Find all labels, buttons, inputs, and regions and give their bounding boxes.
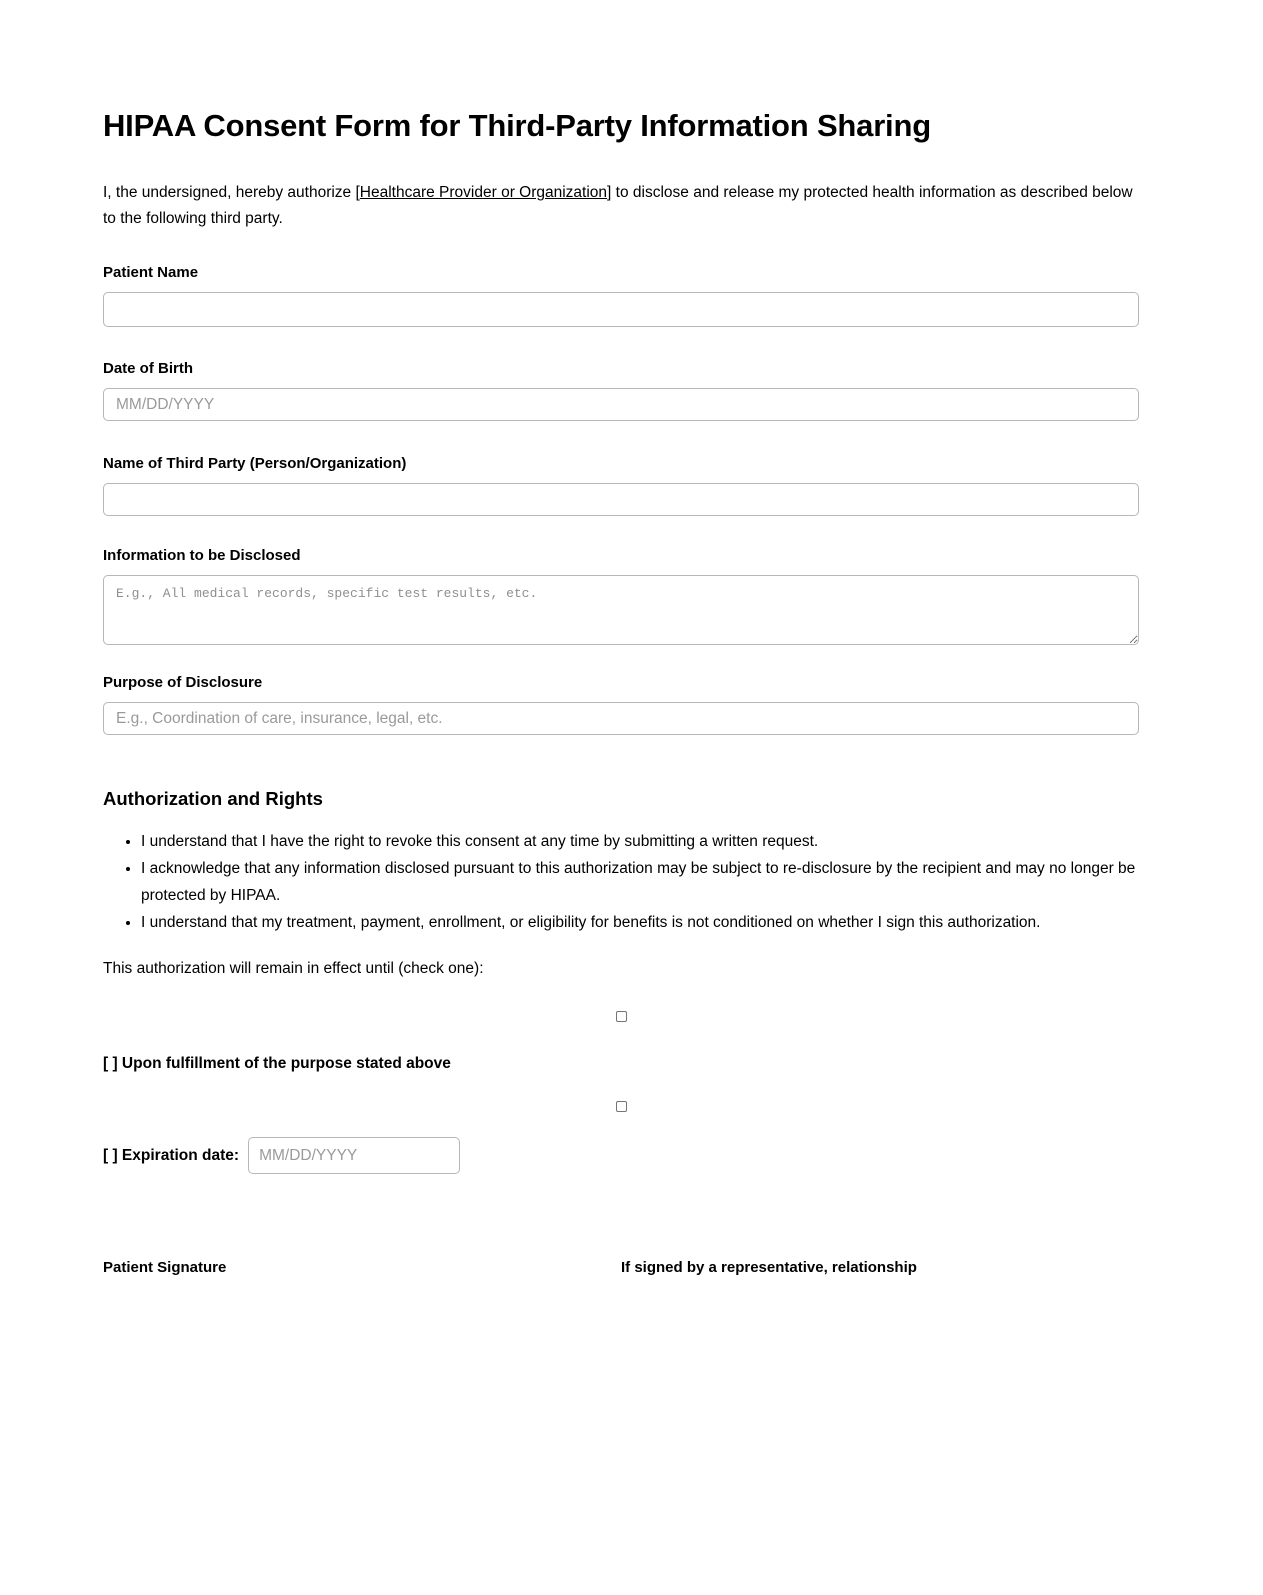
signature-column-representative xyxy=(621,1258,1139,1278)
field-purpose-of-disclosure xyxy=(103,673,1140,735)
form-content xyxy=(103,0,1140,1285)
field-date-of-birth xyxy=(103,359,1140,421)
option-label-expiration-date: [ ] Expiration date: xyxy=(103,1146,240,1164)
list-item: • I understand that I have the right to revoke this consent at any time by submitting a written request. xyxy=(141,828,1140,855)
authorization-rights-list xyxy=(103,828,1140,936)
third-party-name-input[interactable] xyxy=(103,483,1139,516)
information-disclosed-textarea[interactable] xyxy=(103,575,1139,645)
purpose-of-disclosure-input[interactable] xyxy=(103,702,1139,735)
third-party-name-label: Name of Third Party (Person/Organization) xyxy=(103,455,407,473)
patient-name-input[interactable] xyxy=(103,292,1139,327)
date-of-birth-input[interactable] xyxy=(103,388,1139,421)
field-patient-name xyxy=(103,263,1140,327)
intro-text-after: ] to disclose and release my protected health information as described below to the following third party. xyxy=(103,184,1133,228)
page-title: HIPAA Consent Form for Third-Party Information Sharing xyxy=(103,108,931,143)
field-information-disclosed xyxy=(103,546,1140,645)
effect-until-text: This authorization will remain in effect until (check one): xyxy=(103,960,484,978)
option-label-upon-fulfillment: [ ] Upon fulfillment of the purpose stated above xyxy=(103,1055,451,1073)
expiration-date-row xyxy=(103,1137,1140,1174)
signature-column-patient xyxy=(103,1258,621,1278)
date-of-birth-label: Date of Birth xyxy=(103,360,193,378)
list-item: • I acknowledge that any information disclosed pursuant to this authorization may be subject to re-disclosure by the recipient and may no longer be protected by HIPAA. xyxy=(141,855,1140,909)
purpose-option-checkbox-row xyxy=(103,1011,1139,1022)
intro-text-before: I, the undersigned, hereby authorize [ xyxy=(103,184,360,202)
intro-paragraph xyxy=(103,144,1140,232)
checkbox-expiration-date[interactable] xyxy=(616,1101,627,1112)
intro-provider-placeholder: Healthcare Provider or Organization xyxy=(359,184,608,202)
authorization-section-title: Authorization and Rights xyxy=(103,788,323,810)
patient-name-label: Patient Name xyxy=(103,264,199,282)
patient-signature-label: Patient Signature xyxy=(103,1259,227,1277)
expiration-date-input[interactable] xyxy=(248,1137,460,1174)
representative-relationship-label: If signed by a representative, relationship xyxy=(621,1259,917,1277)
signature-row xyxy=(103,1258,1139,1278)
field-third-party-name xyxy=(103,454,1140,516)
list-item: • I understand that my treatment, payment, enrollment, or eligibility for benefits is not conditioned on whether I sign this authorization. xyxy=(141,909,1140,936)
checkbox-upon-fulfillment[interactable] xyxy=(616,1011,627,1022)
information-disclosed-label: Information to be Disclosed xyxy=(103,547,301,565)
purpose-of-disclosure-label: Purpose of Disclosure xyxy=(103,674,263,692)
expiration-option-checkbox-row xyxy=(103,1101,1139,1112)
